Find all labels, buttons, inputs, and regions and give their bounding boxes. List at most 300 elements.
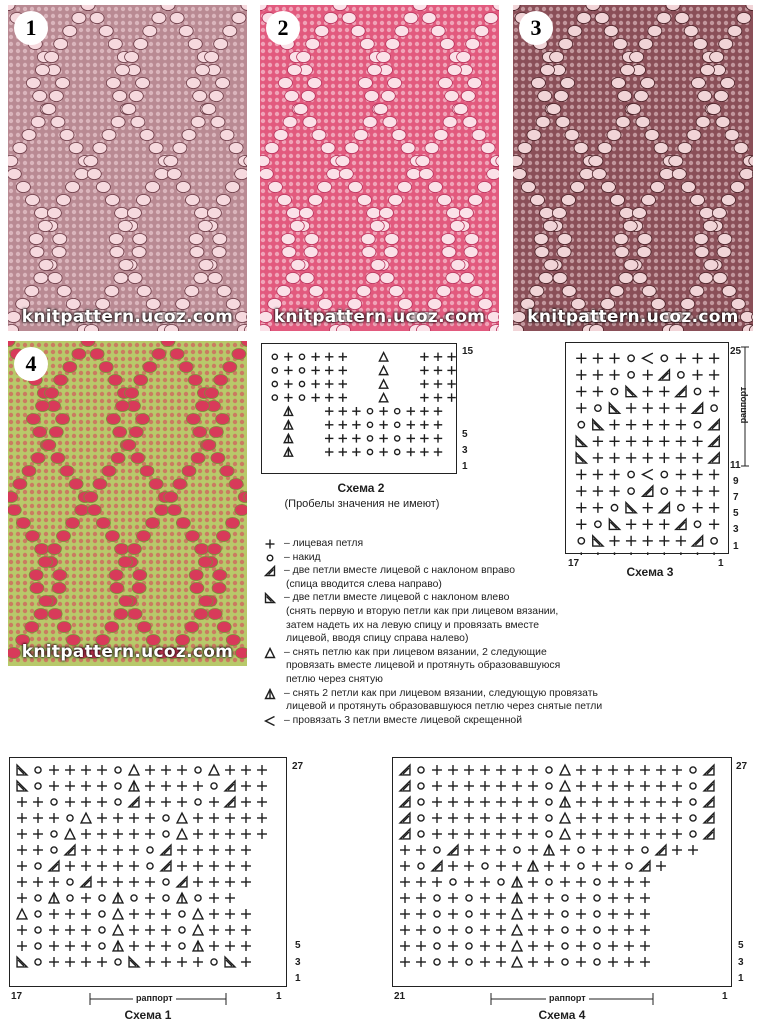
chart-symbol (418, 799, 424, 805)
chart-symbol (339, 407, 347, 415)
chart-symbol (562, 943, 568, 949)
chart-symbol (560, 813, 570, 823)
chart-symbol (609, 469, 619, 479)
chart-symbol (99, 927, 105, 933)
chart-symbol (704, 813, 714, 823)
chart-symbol (434, 353, 442, 361)
chart-symbol (592, 829, 602, 839)
chart-symbol (512, 941, 522, 951)
chart-symbol (284, 434, 292, 442)
chart-symbol (129, 813, 139, 823)
chart-symbol (416, 845, 426, 855)
chart-symbol (379, 380, 387, 388)
chart-symbol (608, 813, 618, 823)
chart-symbol (129, 781, 139, 791)
chart-symbol (325, 434, 333, 442)
legend-text: провязать вместе лицевой и протянуть образовавшуюся (286, 660, 561, 672)
chart-symbol (466, 895, 472, 901)
chart-symbol (81, 797, 91, 807)
chart-symbol (709, 552, 719, 555)
chart-symbol (466, 911, 472, 917)
chart-symbol (434, 393, 442, 401)
chart-symbol (447, 393, 455, 401)
knit-swatch-1 (8, 5, 247, 331)
chart-symbol (272, 395, 277, 400)
chart-symbol (480, 813, 490, 823)
chart-symbol (450, 879, 456, 885)
chart-symbol (594, 879, 600, 885)
symbol-legend (262, 537, 642, 727)
legend-item (262, 551, 642, 565)
chart-symbol (464, 797, 474, 807)
chart-symbol (225, 957, 235, 967)
chart-symbol (400, 765, 410, 775)
chart-symbol (656, 829, 666, 839)
chart-symbol (694, 521, 700, 527)
chart-symbol (65, 781, 75, 791)
chart-symbol (466, 959, 472, 965)
chart-symbol (434, 847, 440, 853)
chart-symbol (512, 957, 522, 967)
chart-symbol (576, 829, 586, 839)
chart-symbol (496, 893, 506, 903)
chart-symbol (656, 797, 666, 807)
chart-symbol (692, 403, 702, 413)
chart-symbol (432, 829, 442, 839)
chart-symbol (416, 925, 426, 935)
chart-symbol (241, 909, 251, 919)
chart-symbol (420, 380, 428, 388)
chart-symbol (379, 434, 387, 442)
chart-symbol (709, 386, 719, 396)
chart-symbol (209, 765, 219, 775)
chart-symbol (209, 877, 219, 887)
col-label-left: 17 (11, 991, 23, 1002)
chart-symbol (33, 797, 43, 807)
chart-symbol (225, 909, 235, 919)
chart-symbol (692, 353, 702, 363)
chart-symbol (528, 957, 538, 967)
chart-symbol (177, 813, 187, 823)
chart-symbol (576, 486, 586, 496)
chart-symbol (576, 909, 586, 919)
chart-symbol (195, 895, 201, 901)
chart-symbol (608, 765, 618, 775)
chart-symbol (379, 353, 387, 361)
chart-symbol (113, 909, 123, 919)
photo-3 (513, 5, 753, 331)
chart-symbol (576, 386, 586, 396)
chart-symbol (145, 877, 155, 887)
chart-symbol (512, 797, 522, 807)
chart-symbol (17, 909, 27, 919)
chart-symbol (704, 829, 714, 839)
chart-symbol (496, 941, 506, 951)
chart-symbol (643, 403, 653, 413)
chart-symbol (65, 957, 75, 967)
chart-symbol (33, 877, 43, 887)
chart-symbol (704, 781, 714, 791)
chart-symbol (576, 403, 586, 413)
chart-symbol (608, 845, 618, 855)
chart-symbol (367, 436, 372, 441)
chart-symbol (209, 829, 219, 839)
chart-symbol (562, 927, 568, 933)
chart-symbol (379, 366, 387, 374)
chart-symbol (97, 877, 107, 887)
chart-symbol (17, 941, 27, 951)
chart-symbol (400, 893, 410, 903)
chart-symbol (420, 353, 428, 361)
chart-symbol (161, 845, 171, 855)
chart-symbol (609, 403, 619, 413)
chart-symbol (676, 469, 686, 479)
chart-symbol (193, 877, 203, 887)
chart-symbol (241, 957, 251, 967)
chart-symbol (628, 372, 634, 378)
chart-symbol (594, 959, 600, 965)
chart-symbol (448, 941, 458, 951)
chart-symbol (643, 386, 653, 396)
chart-symbol (65, 909, 75, 919)
chart-symbol (432, 877, 442, 887)
k2tog-right-icon (262, 565, 278, 577)
chart-symbol (546, 815, 552, 821)
chart-symbol (113, 829, 123, 839)
chart-symbol (311, 393, 319, 401)
legend-text: – накид (284, 551, 321, 563)
circle-icon (262, 552, 278, 564)
chart-symbol (113, 941, 123, 951)
chart-symbol (225, 813, 235, 823)
chart-symbol (161, 925, 171, 935)
chart-symbol (611, 388, 617, 394)
legend-text: – снять петлю как при лицевом вязании, 2 следующие (284, 646, 547, 658)
chart-symbol (656, 781, 666, 791)
chart-symbol (49, 781, 59, 791)
chart-symbol (692, 536, 702, 546)
chart-symbol (177, 765, 187, 775)
chart-symbol (113, 845, 123, 855)
chart-symbol (339, 448, 347, 456)
chart-symbol (113, 877, 123, 887)
chart-symbol (211, 959, 217, 965)
chart-symbol (17, 861, 27, 871)
legend-text: затем надеть их на левую спицу и провязать вместе (286, 619, 540, 631)
chart-symbol (496, 925, 506, 935)
chart-symbol (131, 895, 137, 901)
chart-symbol (339, 421, 347, 429)
schema-2-grid (261, 343, 457, 474)
chart-symbol (576, 877, 586, 887)
chart-symbol (626, 503, 636, 513)
chart-symbol (678, 505, 684, 511)
chart-symbol (17, 797, 27, 807)
chart-symbol (692, 503, 702, 513)
chart-symbol (193, 925, 203, 935)
photo-number-badge: 2 (266, 11, 300, 45)
chart-symbol (225, 829, 235, 839)
chart-symbol (325, 421, 333, 429)
chart-symbol (113, 893, 123, 903)
chart-symbol (594, 895, 600, 901)
chart-symbol (608, 781, 618, 791)
chart-symbol (560, 845, 570, 855)
chart-symbol (420, 407, 428, 415)
chart-symbol (299, 395, 304, 400)
col-label-right: 1 (722, 991, 728, 1002)
chart-symbol (379, 448, 387, 456)
chart-symbol (672, 797, 682, 807)
chart-symbol (97, 829, 107, 839)
chart-symbol (643, 469, 653, 479)
chart-symbol (17, 813, 27, 823)
chart-symbol (692, 486, 702, 496)
chart-symbol (81, 877, 91, 887)
watermark: knitpattern.ucoz.com (21, 307, 234, 327)
chart-symbol (177, 781, 187, 791)
chart-symbol (640, 941, 650, 951)
chart-symbol (51, 799, 57, 805)
chart-symbol (560, 797, 570, 807)
chart-symbol (592, 797, 602, 807)
chart-symbol (609, 370, 619, 380)
chart-symbol (225, 877, 235, 887)
knit-swatch-2 (260, 5, 499, 331)
chart-symbol (592, 845, 602, 855)
chart-symbol (352, 448, 360, 456)
chart-symbol (496, 957, 506, 967)
chart-symbol (628, 355, 634, 361)
chart-symbol (576, 503, 586, 513)
chart-symbol (35, 767, 41, 773)
legend-item (262, 591, 642, 645)
chart-symbol (448, 925, 458, 935)
chart-symbol (434, 434, 442, 442)
chart-symbol (225, 797, 235, 807)
schema-1-caption: Схема 1 (124, 1008, 172, 1022)
chart-symbol (672, 765, 682, 775)
schema-4-caption: Схема 4 (538, 1008, 586, 1022)
chart-symbol (177, 957, 187, 967)
chart-symbol (608, 861, 618, 871)
chart-symbol (325, 380, 333, 388)
chart-symbol (692, 552, 702, 555)
chart-symbol (97, 845, 107, 855)
chart-symbol (692, 469, 702, 479)
chart-symbol (161, 797, 171, 807)
chart-symbol (432, 861, 442, 871)
knit-swatch-3 (513, 5, 753, 331)
chart-symbol (97, 765, 107, 775)
chart-symbol (400, 957, 410, 967)
watermark: knitpattern.ucoz.com (21, 642, 234, 662)
legend-item (262, 537, 642, 551)
chart-symbol (528, 893, 538, 903)
chart-symbol (546, 879, 552, 885)
chart-symbol (628, 488, 634, 494)
chart-symbol (434, 421, 442, 429)
legend-text: – провязать 3 петли вместе лицевой скрещенной (284, 714, 523, 726)
chart-symbol (400, 941, 410, 951)
chart-symbol (420, 366, 428, 374)
chart-symbol (434, 380, 442, 388)
chart-symbol (400, 813, 410, 823)
chart-symbol (67, 879, 73, 885)
chart-symbol (325, 448, 333, 456)
chart-symbol (512, 861, 522, 871)
chart-symbol (692, 436, 702, 446)
chart-symbol (624, 797, 634, 807)
chart-symbol (299, 354, 304, 359)
chart-symbol (704, 797, 714, 807)
chart-symbol (594, 927, 600, 933)
chart-symbol (241, 861, 251, 871)
legend-text: – снять 2 петли как при лицевом вязании, следующую провязать (284, 687, 598, 699)
chart-symbol (257, 813, 267, 823)
chart-symbol (676, 453, 686, 463)
chart-symbol (65, 861, 75, 871)
chart-symbol (464, 877, 474, 887)
chart-symbol (51, 831, 57, 837)
chart-symbol (593, 420, 603, 430)
chart-symbol (407, 407, 415, 415)
chart-symbol (81, 941, 91, 951)
chart-symbol (544, 861, 554, 871)
chart-symbol (624, 765, 634, 775)
chart-symbol (608, 797, 618, 807)
row-label: 27 (292, 761, 304, 772)
chart-symbol (49, 861, 59, 871)
chart-symbol (576, 453, 586, 463)
chart-symbol (642, 847, 648, 853)
chart-symbol (49, 893, 59, 903)
legend-item (262, 564, 642, 591)
chart-symbol (626, 403, 636, 413)
chart-symbol (17, 877, 27, 887)
chart-symbol (97, 781, 107, 791)
chart-symbol (97, 861, 107, 871)
chart-symbol (241, 877, 251, 887)
chart-symbol (272, 354, 277, 359)
legend-text: – две петли вместе лицевой с наклоном вправо (284, 565, 515, 577)
chart-symbol (177, 845, 187, 855)
chart-symbol (434, 927, 440, 933)
chart-symbol (209, 941, 219, 951)
chart-symbol (576, 353, 586, 363)
chart-symbol (464, 861, 474, 871)
chart-symbol (225, 845, 235, 855)
chart-symbol (145, 781, 155, 791)
chart-symbol (145, 797, 155, 807)
chart-symbol (690, 815, 696, 821)
chart-symbol (626, 453, 636, 463)
chart-symbol (576, 957, 586, 967)
chart-symbol (432, 781, 442, 791)
chart-symbol (528, 877, 538, 887)
photo-1 (8, 5, 247, 331)
chart-symbol (416, 877, 426, 887)
chart-symbol (676, 486, 686, 496)
chart-symbol (420, 448, 428, 456)
chart-symbol (464, 813, 474, 823)
chart-symbol (512, 909, 522, 919)
chart-symbol (163, 815, 169, 821)
chart-symbol (225, 893, 235, 903)
chart-symbol (339, 380, 347, 388)
chart-symbol (608, 909, 618, 919)
chart-symbol (161, 861, 171, 871)
chart-symbol (161, 957, 171, 967)
legend-text: – лицевая петля (284, 538, 364, 549)
chart-symbol (528, 845, 538, 855)
plus-icon (262, 538, 278, 550)
chart-symbol (624, 941, 634, 951)
chart-symbol (576, 781, 586, 791)
chart-symbol (448, 781, 458, 791)
chart-symbol (161, 781, 171, 791)
chart-symbol (416, 893, 426, 903)
chart-symbol (272, 381, 277, 386)
chart-symbol (640, 893, 650, 903)
chart-symbol (145, 893, 155, 903)
chart-symbol (609, 486, 619, 496)
chart-symbol (395, 409, 400, 414)
chart-symbol (311, 353, 319, 361)
legend-text: лицевой, вводя спицу справа налево) (286, 633, 469, 645)
chart-symbol (416, 941, 426, 951)
chart-symbol (624, 909, 634, 919)
chart-symbol (560, 877, 570, 887)
chart-symbol (67, 815, 73, 821)
chart-symbol (608, 957, 618, 967)
chart-symbol (163, 831, 169, 837)
chart-symbol (640, 861, 650, 871)
chart-symbol (659, 552, 669, 555)
chart-symbol (709, 453, 719, 463)
chart-symbol (448, 845, 458, 855)
chart-symbol (147, 847, 153, 853)
chart-symbol (709, 370, 719, 380)
chart-symbol (544, 893, 554, 903)
chart-symbol (434, 911, 440, 917)
row-label: 1 (462, 461, 468, 472)
chart-symbol (676, 353, 686, 363)
chart-symbol (672, 813, 682, 823)
chart-symbol (447, 353, 455, 361)
chart-symbol (480, 845, 490, 855)
col-label-left: 17 (568, 558, 580, 569)
chart-symbol (643, 353, 653, 363)
chart-symbol (544, 845, 554, 855)
chart-symbol (113, 925, 123, 935)
chart-symbol (325, 353, 333, 361)
chart-symbol (97, 797, 107, 807)
chart-symbol (482, 863, 488, 869)
chart-symbol (49, 957, 59, 967)
chart-symbol (464, 845, 474, 855)
chart-symbol (65, 845, 75, 855)
chart-symbol (163, 879, 169, 885)
chart-symbol (709, 436, 719, 446)
chart-symbol (608, 877, 618, 887)
chart-symbol (115, 799, 121, 805)
chart-symbol (299, 368, 304, 373)
chart-symbol (179, 911, 185, 917)
chart-symbol (480, 829, 490, 839)
chart-symbol (49, 941, 59, 951)
schema-2-caption: Схема 2 (337, 481, 385, 495)
